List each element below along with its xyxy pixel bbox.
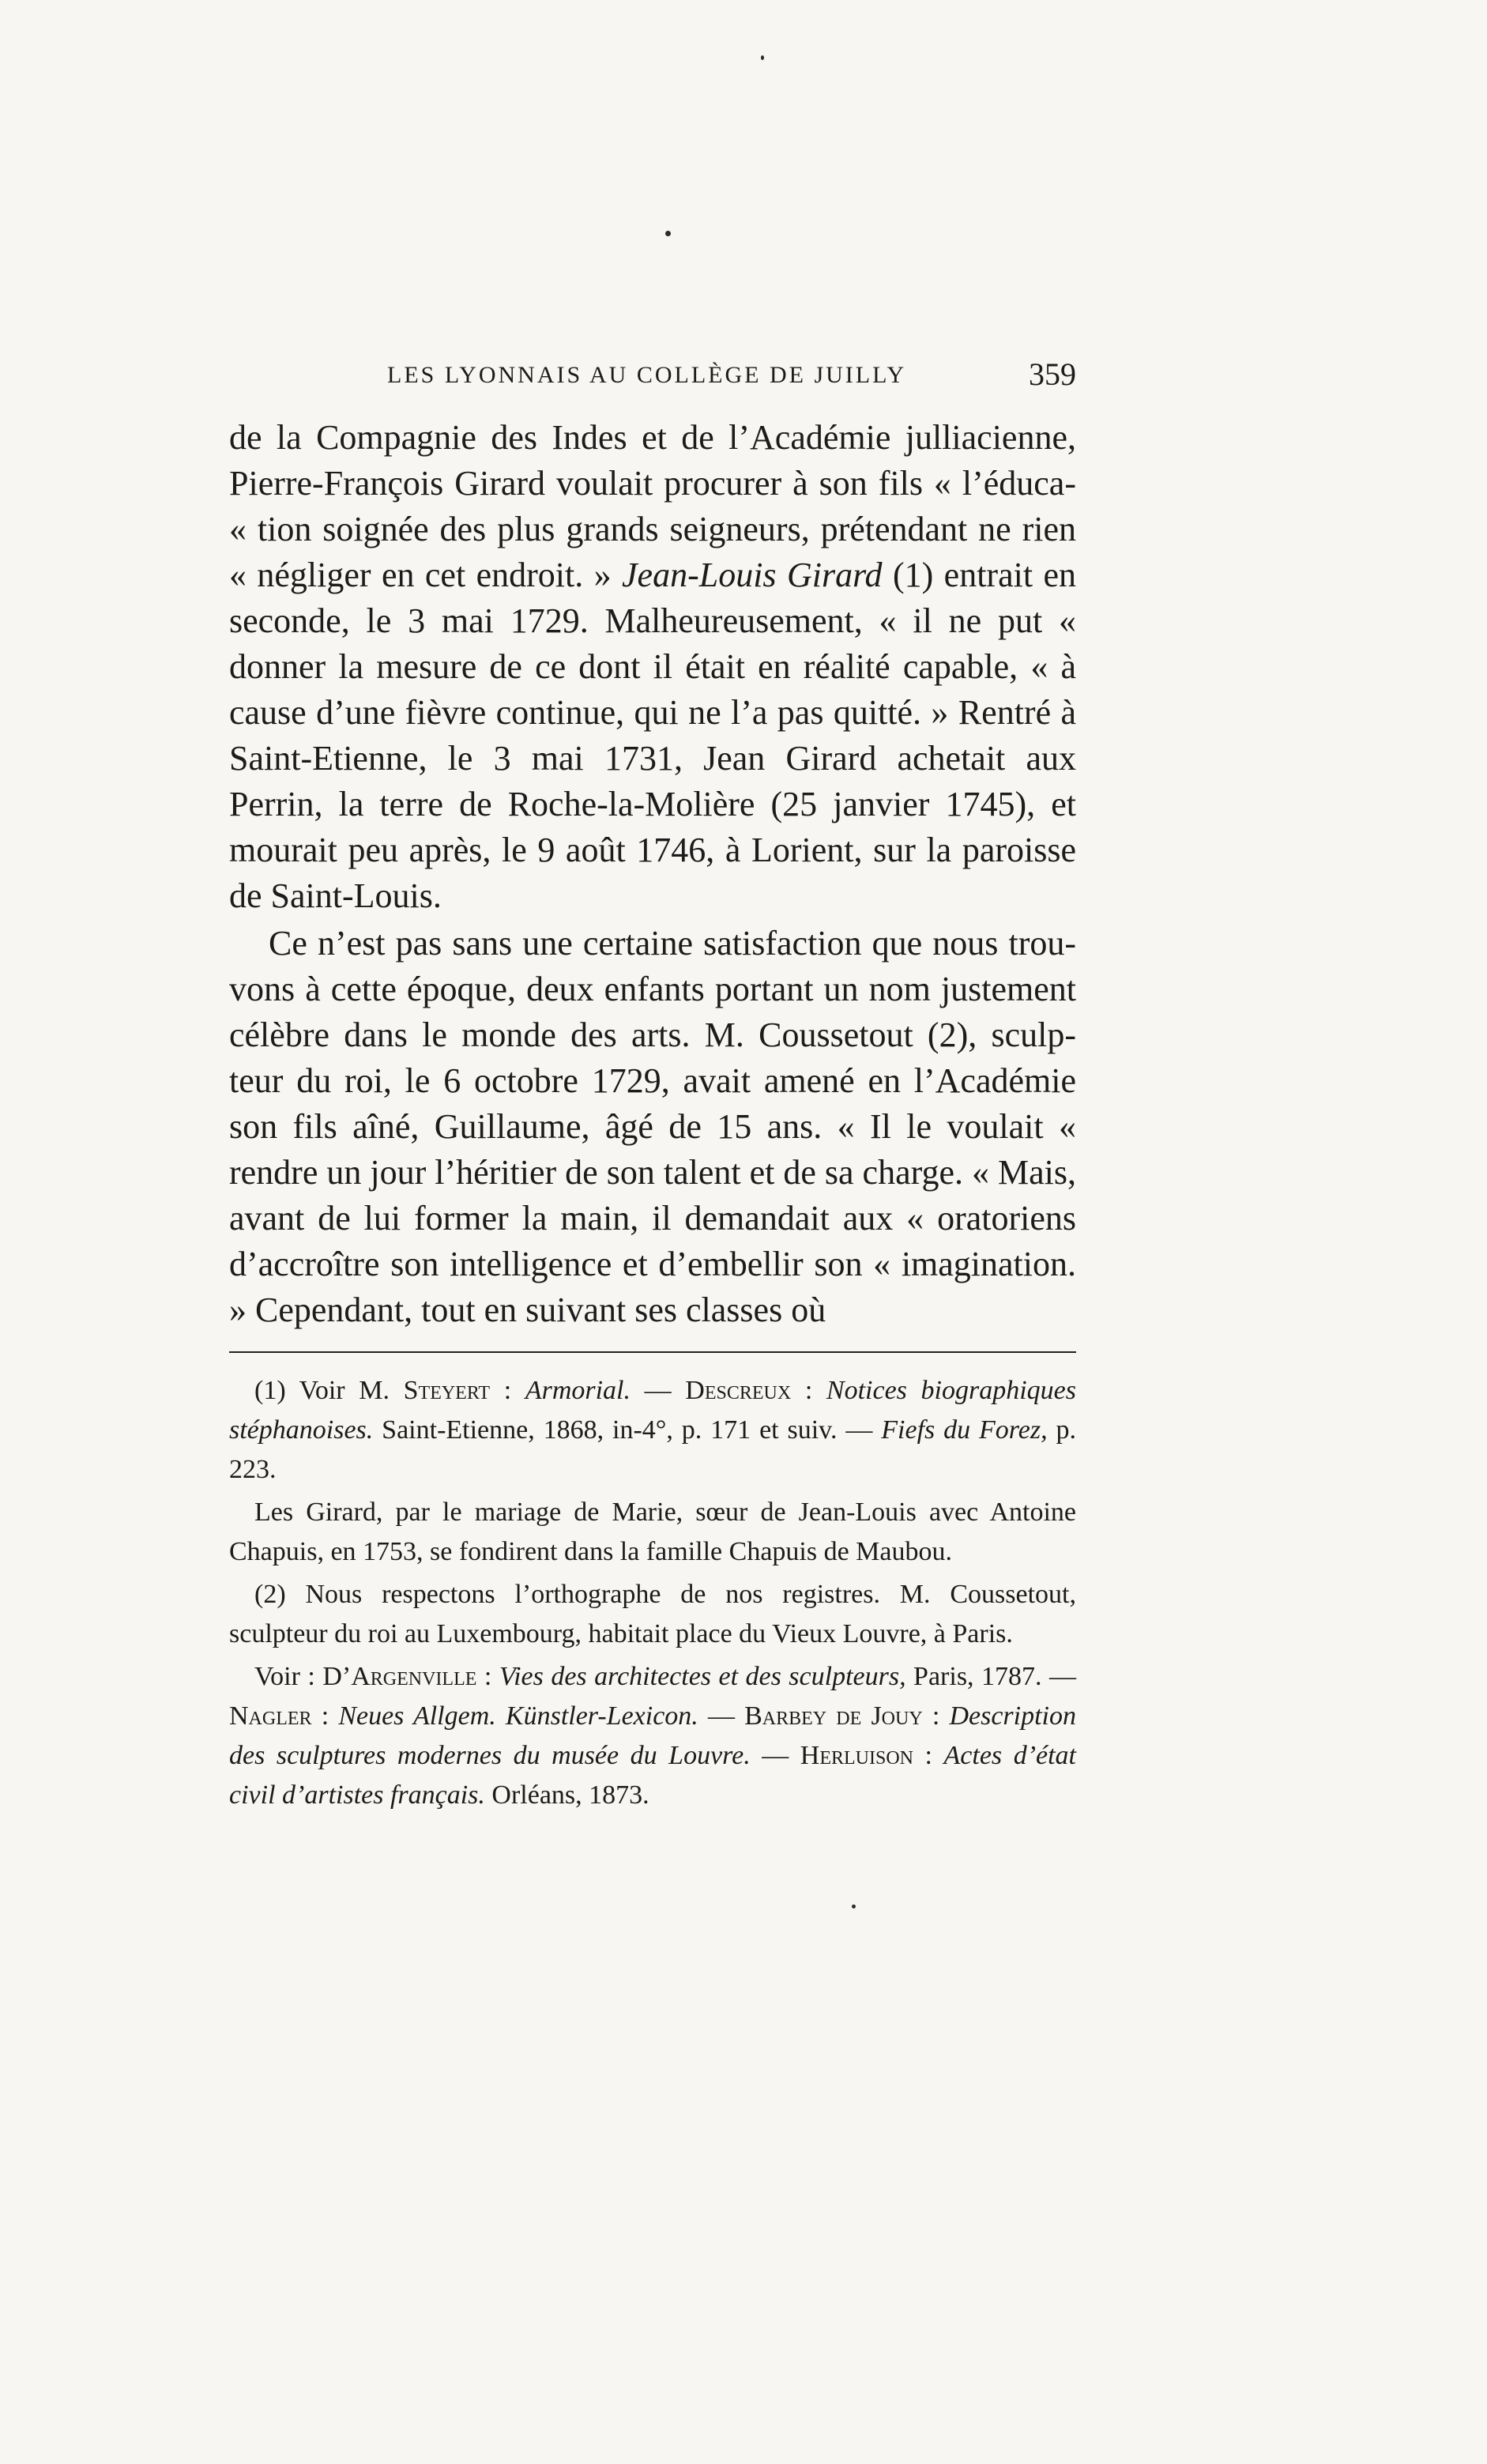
italic-text: Neues Allgem. Künstler-Lexicon. — [338, 1701, 698, 1731]
paragraph: Ce n’est pas sans une certaine satisfaction que nous trou- vons à cette époque, deux enfants portant un nom justement célèbre dans le monde des arts. M. Coussetout (2), sculp- teur du roi, le 6 octobre 1729, avait amené en l’Académie son fils aîné, Guillaume, âgé de 15 ans. « Il le voulait « rendre un jour l’héritier de son talent et de sa charge. « Mais, avant de lui former la main, il demandait aux « oratoriens d’accroître son intelligence et d’embellir son « imagination. » Cependant, tout en suivant ses classes où — [229, 924, 1077, 1329]
page-number: 359 — [1029, 356, 1076, 392]
italic-text: Fiefs du Forez, — [881, 1415, 1048, 1445]
footnotes — [229, 1371, 1076, 1815]
ink-speck — [852, 1905, 856, 1908]
footnote: (2) Nous respectons l’orthographe de nos registres. M. Coussetout, sculpteur du roi au Luxembourg, habitait place du Vieux Louvre, à Paris. — [229, 1580, 1076, 1648]
running-title: LES LYONNAIS AU COLLÈGE DE JUILLY — [387, 362, 907, 388]
footnote: Voir : D’Argenville : Vies des architectes et des sculpteurs, Paris, 1787. — Nagler : Neues Allgem. Künstler-Lexicon. — Barbey de Jouy : Description des sculptures modernes du musée du Louvre. — Herluison : Actes d’état civil d’artistes français. Orléans, 1873. — [229, 1662, 1077, 1810]
italic-text: Jean-Louis Girard — [622, 556, 883, 594]
author-name: Descreux — [685, 1376, 792, 1405]
ink-speck — [665, 231, 671, 236]
footnote: (1) Voir M. Steyert : Armorial. — Descreux : Notices biographiques stéphanoises. Saint-Etienne, 1868, in-4°, p. 171 et suiv. — Fiefs du Forez, p. 223. — [229, 1376, 1077, 1484]
body-text — [229, 415, 1076, 1333]
author-name: Nagler — [229, 1701, 312, 1731]
author-name: Steyert — [403, 1376, 491, 1405]
author-name: Herluison — [800, 1741, 914, 1770]
italic-text: Armorial. — [525, 1376, 631, 1405]
author-name: Argenville — [351, 1662, 477, 1691]
footnote: Les Girard, par le mariage de Marie, sœur de Jean-Louis avec Antoine Chapuis, en 1753, se fondirent dans la famille Chapuis de Maubou. — [229, 1498, 1076, 1566]
italic-text: Notices biographiques stéphanoises. — [229, 1376, 1076, 1445]
running-head — [229, 348, 1076, 403]
italic-text: Description des sculptures modernes du musée du Louvre. — [229, 1701, 1076, 1770]
paragraph: de la Compagnie des Indes et de l’Académie julliacienne, Pierre-François Girard voulait procurer à son fils « l’éduca- « tion soignée des plus grands seigneurs, prétendant ne rien « négliger en cet endroit. » Jean-Louis Girard (1) entrait en seconde, le 3 mai 1729. Malheureusement, « il ne put « donner la mesure de ce dont il était en réalité capable, « à cause d’une fièvre continue, qui ne l’a pas quitté. » Rentré à Saint-Etienne, le 3 mai 1731, Jean Girard achetait aux Perrin, la terre de Roche-la-Molière (25 janvier 1745), et mourait peu après, le 9 août 1746, à Lorient, sur la paroisse de Saint-Louis. — [229, 418, 1077, 915]
italic-text: Vies des architectes et des sculpteurs, — [499, 1662, 906, 1691]
author-name: Barbey de Jouy — [744, 1701, 923, 1731]
footnote-rule — [229, 1351, 1076, 1353]
italic-text: Actes d’état civil d’artistes français. — [229, 1741, 1076, 1810]
ink-speck — [761, 55, 764, 60]
